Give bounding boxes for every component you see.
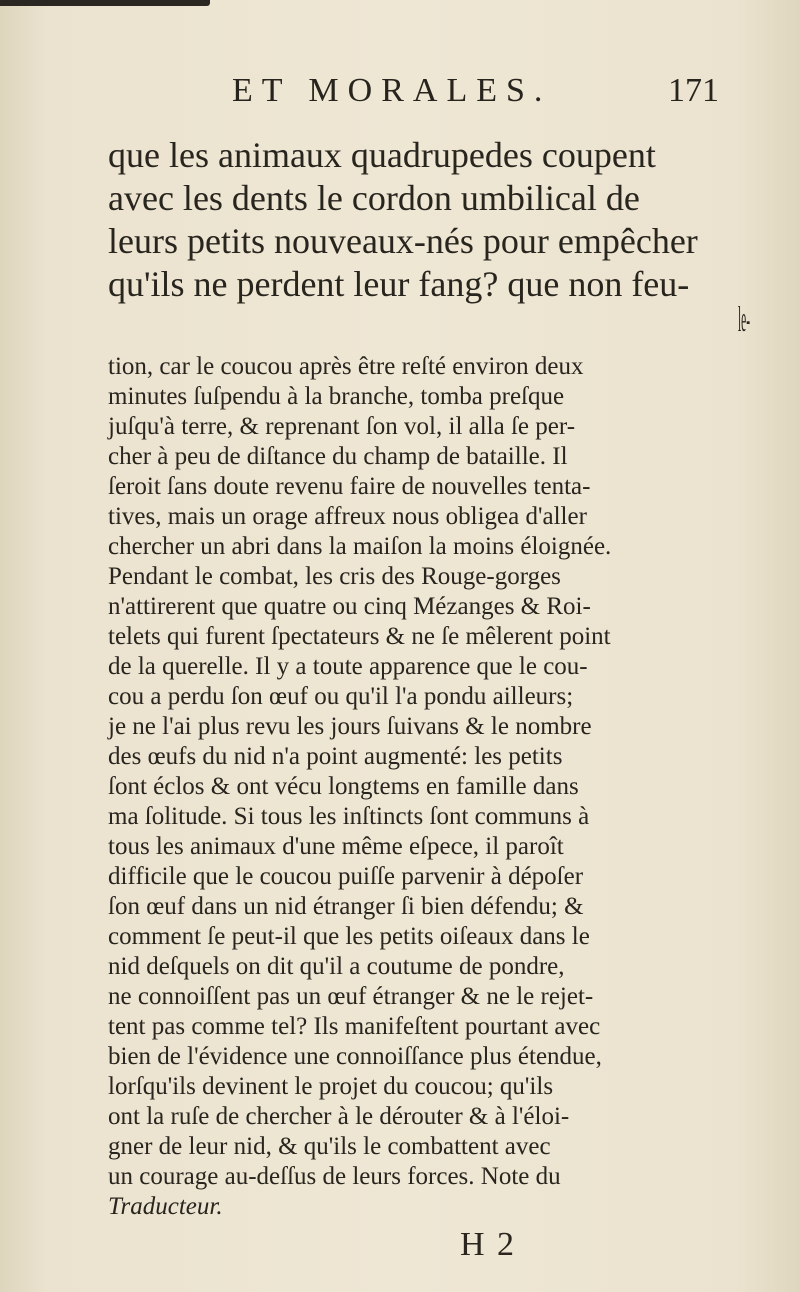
text-line: lorſqu'ils devinent le projet du coucou; qu'ils (108, 1073, 554, 1100)
running-title: ET MORALES. (232, 72, 552, 109)
text-line: tous les animaux d'une même eſpece, il paroît (108, 833, 564, 860)
text-line: comment ſe peut-il que les petits oiſeaux dans le (108, 923, 590, 950)
text-line: cher à peu de diſtance du champ de bataille. Il (108, 443, 568, 470)
text-line: Pendant le combat, les cris des Rouge-gorges (108, 563, 561, 590)
text-line: juſqu'à terre, & reprenant ſon vol, il alla ſe per- (108, 413, 576, 440)
text-line: que les animaux quadrupedes coupent (108, 135, 656, 175)
text-line: ſeroit ſans doute revenu faire de nouvelles tenta- (108, 473, 591, 500)
text-line: ne connoiſſent pas un œuf étranger & ne le rejet- (108, 983, 594, 1010)
text-line: chercher un abri dans la maiſon la moins éloignée. (108, 533, 612, 560)
text-line: de la querelle. Il y a toute apparence que le cou- (108, 653, 588, 680)
text-line: bien de l'évidence une connoiſſance plus étendue, (108, 1043, 602, 1070)
text-line: tion, car le coucou après être reſté environ deux (108, 353, 584, 380)
text-line: tives, mais un orage affreux nous obligea d'aller (108, 503, 587, 530)
text-line: telets qui furent ſpectateurs & ne ſe mêlerent point (108, 623, 611, 650)
page-edge-mark (0, 0, 210, 6)
page-number: 171 (668, 72, 719, 109)
text-line: qu'ils ne perdent leur fang? que non feu- (108, 264, 690, 304)
text-line: minutes ſuſpendu à la branche, tomba preſque (108, 383, 565, 410)
text-line: Traducteur. (108, 1193, 223, 1220)
text-line: cou a perdu ſon œuf ou qu'il l'a pondu ailleurs; (108, 683, 574, 710)
text-line: des œufs du nid n'a point augmenté: les petits (108, 743, 563, 770)
text-line: n'attirerent que quatre ou cinq Mézanges & Roi- (108, 593, 591, 620)
text-line: nid deſquels on dit qu'il a coutume de pondre, (108, 953, 565, 980)
text-line: le- (738, 299, 750, 339)
signature-mark: H 2 (460, 1226, 517, 1263)
text-line: ma ſolitude. Si tous les inſtincts ſont communs à (108, 803, 590, 830)
running-head (0, 72, 800, 120)
text-line: un courage au-deſſus de leurs forces. Note du (108, 1163, 561, 1190)
text-line: ſont éclos & ont vécu longtems en famille dans (108, 773, 579, 800)
text-line: gner de leur nid, & qu'ils le combattent avec (108, 1133, 551, 1160)
text-line: ont la ruſe de chercher à le dérouter & à l'éloi- (108, 1103, 570, 1130)
text-line: leurs petits nouveaux-nés pour empêcher (108, 221, 698, 261)
text-line: ſon œuf dans un nid étranger ſi bien défendu; & (108, 893, 584, 920)
text-line: tent pas comme tel? Ils manifeſtent pourtant avec (108, 1013, 601, 1040)
text-line: difficile que le coucou puiſſe parvenir à dépoſer (108, 863, 584, 890)
text-line: avec les dents le cordon umbilical de (108, 178, 640, 218)
text-line: je ne l'ai plus revu les jours ſuivans & le nombre (108, 713, 592, 740)
